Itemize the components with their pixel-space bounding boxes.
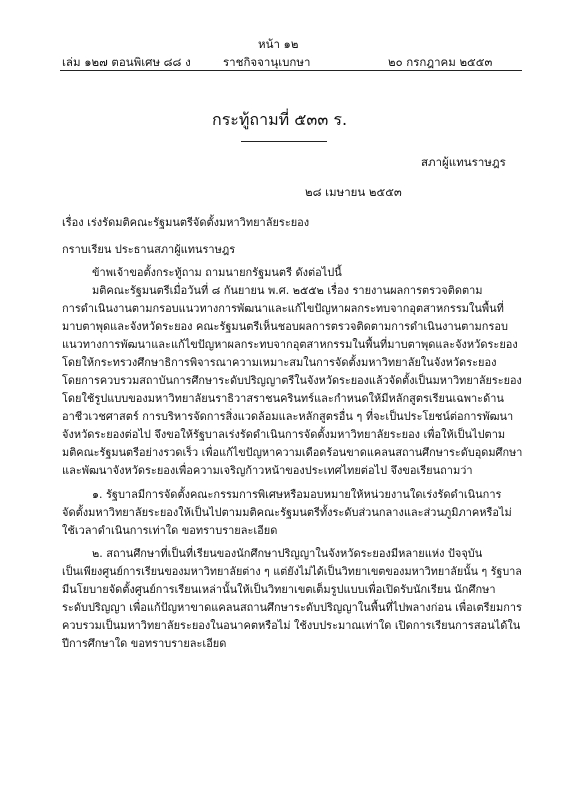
- body-line: จังหวัดระยองต่อไป จึงขอให้รัฐบาลเร่งรัดดำเนินการจัดตั้งมหาวิทยาลัยระยอง เพื่อให้เป็นไปตาม: [62, 428, 506, 441]
- body-line: โดยใช้รูปแบบของมหาวิทยาลัยนราธิวาสราชนครินทร์และกำหนดให้มีหลักสูตรเรียนเฉพาะด้าน: [62, 392, 504, 405]
- body-line: อาชีวเวชศาสตร์ การบริหารจัดการสิ่งแวดล้อมและหลักสูตรอื่น ๆ ที่จะเป็นประโยชน์ต่อการพัฒนา: [62, 410, 514, 423]
- title-underline: [241, 141, 327, 142]
- subject-line: เรื่อง เร่งรัดมติคณะรัฐมนตรีจัดตั้งมหาวิทยาลัยระยอง: [62, 216, 310, 229]
- body-line: มติคณะรัฐมนตรีอย่างรวดเร็ว เพื่อแก้ไขปัญหาความเดือดร้อนขาดแคลนสถานศึกษาระดับอุดมศึกษา: [62, 446, 523, 459]
- body-line: มาบตาพุดและจังหวัดระยอง คณะรัฐมนตรีเห็นชอบผลการตรวจติดตามการดำเนินงานตามกรอบ: [62, 320, 508, 333]
- question-1-line: ๑. รัฐบาลมีการจัดตั้งคณะกรรมการพิเศษหรือมอบหมายให้หน่วยงานใดเร่งรัดดำเนินการ: [92, 488, 502, 501]
- body-line: มติคณะรัฐมนตรีเมื่อวันที่ ๘ กันยายน พ.ศ. ๒๕๕๒ เรื่อง รายงานผลการตรวจติดตาม: [92, 284, 483, 297]
- document-date: ๒๘ เมษายน ๒๕๕๓: [305, 185, 402, 199]
- question-2-line: ปีการศึกษาใด ขอทราบรายละเอียด: [62, 637, 227, 650]
- issuer: สภาผู้แทนราษฎร: [421, 155, 506, 169]
- body-line: โดยให้กระทรวงศึกษาธิการพิจารณาความเหมาะสมในการจัดตั้งมหาวิทยาลัยในจังหวัดระยอง: [62, 356, 497, 369]
- question-1-line: จัดตั้งมหาวิทยาลัยระยองให้เป็นไปตามมติคณะรัฐมนตรีทั้งระดับส่วนกลางและส่วนภูมิภาคหรือไม่: [62, 506, 512, 519]
- gazette-date: ๒๐ กรกฎาคม ๒๕๕๓: [388, 55, 493, 69]
- volume-info: เล่ม ๑๒๗ ตอนพิเศษ ๘๘ ง: [62, 55, 191, 69]
- body-line: การดำเนินงานตามกรอบแนวทางการพัฒนาและแก้ไขปัญหาผลกระทบจากอุตสาหกรรมในพื้นที่: [62, 302, 504, 315]
- document-title: กระทู้ถามที่ ๕๓๓ ร.: [212, 110, 348, 129]
- question-2-line: ระดับปริญญา เพื่อแก้ปัญหาขาดแคลนสถานศึกษาระดับปริญญาในพื้นที่ไปพลางก่อน เพื่อเตรียมการ: [62, 601, 522, 614]
- body-line: และพัฒนาจังหวัดระยองเพื่อความเจริญก้าวหน้าของประเทศไทยต่อไป จึงขอเรียนถามว่า: [62, 464, 473, 477]
- page-number: หน้า ๑๒: [258, 37, 299, 51]
- salutation: กราบเรียน ประธานสภาผู้แทนราษฎร: [62, 243, 236, 256]
- gazette-name: ราชกิจจานุเบกษา: [223, 55, 311, 69]
- question-2-line: มีนโยบายจัดตั้งศูนย์การเรียนเหล่านั้นให้เป็นวิทยาเขตเต็มรูปแบบเพื่อเปิดรับนักเรียน นักศึกษา: [62, 583, 496, 596]
- question-2-line: ๒. สถานศึกษาที่เป็นที่เรียนของนักศึกษาปริญญาในจังหวัดระยองมีหลายแห่ง ปัจจุบัน: [92, 547, 483, 560]
- question-2-line: ควบรวมเป็นมหาวิทยาลัยระยองในอนาคตหรือไม่ ใช้งบประมาณเท่าใด เปิดการเรียนการสอนได้ใน: [62, 619, 521, 632]
- header-rule: [60, 70, 522, 71]
- body-line: ข้าพเจ้าขอตั้งกระทู้ถาม ถามนายกรัฐมนตรี ดังต่อไปนี้: [92, 266, 342, 279]
- body-line: โดยการควบรวมสถาบันการศึกษาระดับปริญญาตรีในจังหวัดระยองแล้วจัดตั้งเป็นมหาวิทยาลัยระยอง: [62, 374, 522, 387]
- question-1-line: ใช้เวลาดำเนินการเท่าใด ขอทราบรายละเอียด: [62, 524, 278, 537]
- body-line: แนวทางการพัฒนาและแก้ไขปัญหาผลกระทบจากอุตสาหกรรมในพื้นที่มาบตาพุดและจังหวัดระยอง: [62, 338, 518, 351]
- question-2-line: เป็นเพียงศูนย์การเรียนของมหาวิทยาลัยต่าง ๆ แต่ยังไม่ได้เป็นวิทยาเขตของมหาวิทยาลัยนั้น ๆ รัฐบาล: [62, 565, 522, 578]
